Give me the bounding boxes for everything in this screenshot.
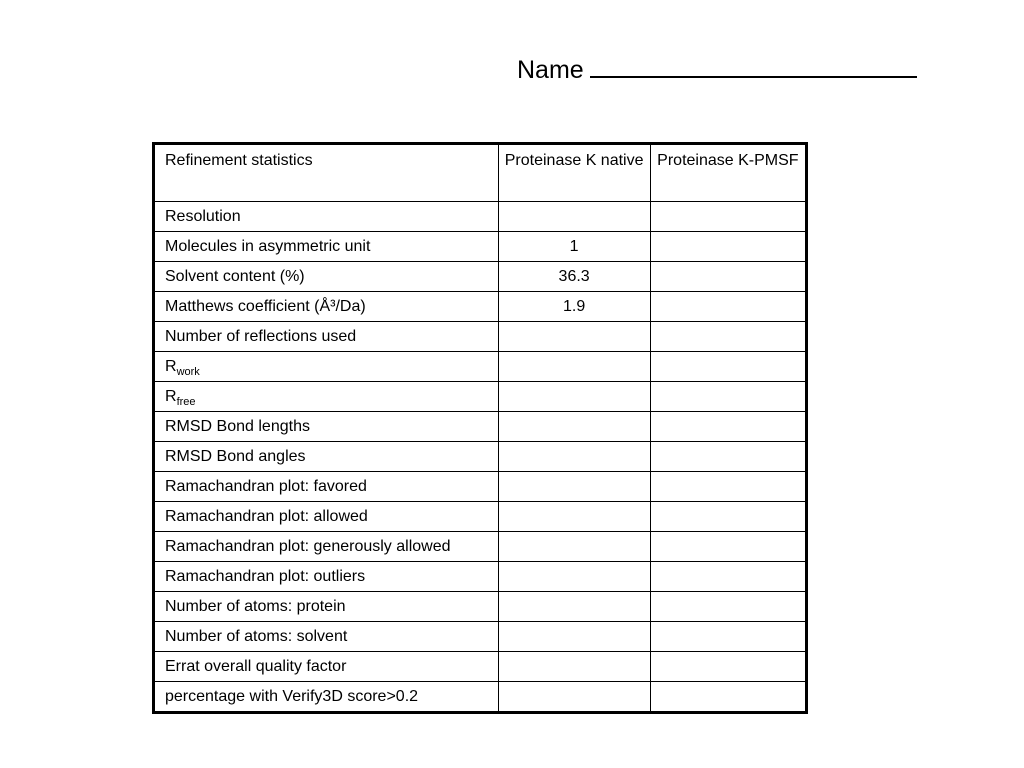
row-label bbox=[154, 412, 499, 442]
row-label bbox=[154, 532, 499, 562]
row-label bbox=[154, 322, 499, 352]
row-label-text: Ramachandran plot: outliers bbox=[165, 567, 366, 585]
row-label bbox=[154, 352, 499, 382]
row-label-text: Number of atoms: solvent bbox=[165, 627, 348, 645]
table-row bbox=[154, 322, 807, 352]
cell-proteinase-k-pmsf[interactable] bbox=[650, 412, 806, 442]
cell-proteinase-k-pmsf[interactable] bbox=[650, 322, 806, 352]
cell-proteinase-k-pmsf[interactable] bbox=[650, 562, 806, 592]
row-label-text: RMSD Bond angles bbox=[165, 447, 306, 465]
table-row bbox=[154, 412, 807, 442]
row-label-text: R bbox=[165, 387, 177, 405]
row-label bbox=[154, 652, 499, 682]
cell-proteinase-k-native[interactable] bbox=[498, 652, 650, 682]
row-label bbox=[154, 682, 499, 713]
cell-proteinase-k-native[interactable]: 36.3 bbox=[498, 262, 650, 292]
table-row bbox=[154, 292, 807, 322]
row-label-text: Ramachandran plot: favored bbox=[165, 477, 367, 495]
row-label-text: Resolution bbox=[165, 207, 241, 225]
row-label-text: Ramachandran plot: allowed bbox=[165, 507, 368, 525]
cell-proteinase-k-native[interactable] bbox=[498, 412, 650, 442]
table-row bbox=[154, 232, 807, 262]
cell-proteinase-k-pmsf[interactable] bbox=[650, 592, 806, 622]
cell-proteinase-k-pmsf[interactable] bbox=[650, 442, 806, 472]
table-row bbox=[154, 502, 807, 532]
row-label-text: Ramachandran plot: generously allowed bbox=[165, 537, 451, 555]
table-row bbox=[154, 592, 807, 622]
row-label-text: Matthews coefficient (Å³/Da) bbox=[165, 297, 366, 315]
cell-proteinase-k-native[interactable] bbox=[498, 322, 650, 352]
cell-proteinase-k-pmsf[interactable] bbox=[650, 622, 806, 652]
row-label bbox=[154, 442, 499, 472]
cell-proteinase-k-pmsf[interactable] bbox=[650, 382, 806, 412]
cell-proteinase-k-native[interactable] bbox=[498, 202, 650, 232]
table-row bbox=[154, 262, 807, 292]
cell-proteinase-k-native[interactable]: 1.9 bbox=[498, 292, 650, 322]
cell-proteinase-k-pmsf[interactable] bbox=[650, 652, 806, 682]
row-label-text: Molecules in asymmetric unit bbox=[165, 237, 371, 255]
table-row bbox=[154, 352, 807, 382]
header-proteinase-k-native: Proteinase K native bbox=[498, 144, 650, 202]
table-header-row bbox=[154, 144, 807, 202]
row-label bbox=[154, 292, 499, 322]
table-row bbox=[154, 652, 807, 682]
cell-proteinase-k-pmsf[interactable] bbox=[650, 532, 806, 562]
cell-proteinase-k-native[interactable] bbox=[498, 442, 650, 472]
row-label bbox=[154, 622, 499, 652]
row-label-text: Number of reflections used bbox=[165, 327, 357, 345]
name-blank-line[interactable] bbox=[590, 52, 917, 78]
row-label-text: R bbox=[165, 357, 177, 375]
table-row bbox=[154, 682, 807, 713]
row-label-text: Number of atoms: protein bbox=[165, 597, 346, 615]
cell-proteinase-k-pmsf[interactable] bbox=[650, 232, 806, 262]
table-row bbox=[154, 622, 807, 652]
row-label bbox=[154, 262, 499, 292]
cell-proteinase-k-native[interactable] bbox=[498, 472, 650, 502]
name-label: Name bbox=[517, 56, 584, 84]
cell-proteinase-k-native[interactable]: 1 bbox=[498, 232, 650, 262]
row-label-text: Errat overall quality factor bbox=[165, 657, 347, 675]
row-label-subscript: work bbox=[176, 365, 200, 378]
cell-proteinase-k-native[interactable] bbox=[498, 682, 650, 713]
table-row bbox=[154, 202, 807, 232]
cell-proteinase-k-native[interactable] bbox=[498, 562, 650, 592]
row-label-text: Solvent content (%) bbox=[165, 267, 305, 285]
cell-proteinase-k-pmsf[interactable] bbox=[650, 502, 806, 532]
cell-proteinase-k-native[interactable] bbox=[498, 352, 650, 382]
row-label bbox=[154, 592, 499, 622]
header-proteinase-k-pmsf: Proteinase K-PMSF bbox=[650, 144, 806, 202]
row-label-text: RMSD Bond lengths bbox=[165, 417, 310, 435]
row-label bbox=[154, 202, 499, 232]
cell-proteinase-k-native[interactable] bbox=[498, 592, 650, 622]
table-row bbox=[154, 532, 807, 562]
cell-proteinase-k-pmsf[interactable] bbox=[650, 352, 806, 382]
row-label bbox=[154, 232, 499, 262]
table-row bbox=[154, 382, 807, 412]
cell-proteinase-k-pmsf[interactable] bbox=[650, 682, 806, 713]
cell-proteinase-k-pmsf[interactable] bbox=[650, 202, 806, 232]
cell-proteinase-k-pmsf[interactable] bbox=[650, 262, 806, 292]
refinement-statistics-table bbox=[152, 142, 808, 714]
row-label bbox=[154, 562, 499, 592]
cell-proteinase-k-native[interactable] bbox=[498, 622, 650, 652]
cell-proteinase-k-native[interactable] bbox=[498, 502, 650, 532]
table-row bbox=[154, 472, 807, 502]
row-label-text: percentage with Verify3D score>0.2 bbox=[165, 687, 419, 705]
cell-proteinase-k-native[interactable] bbox=[498, 382, 650, 412]
table-row bbox=[154, 442, 807, 472]
row-label bbox=[154, 502, 499, 532]
cell-proteinase-k-pmsf[interactable] bbox=[650, 472, 806, 502]
cell-proteinase-k-pmsf[interactable] bbox=[650, 292, 806, 322]
cell-proteinase-k-native[interactable] bbox=[498, 532, 650, 562]
name-field bbox=[517, 52, 917, 86]
header-refinement-statistics: Refinement statistics bbox=[154, 144, 499, 202]
row-label bbox=[154, 472, 499, 502]
row-label-subscript: free bbox=[176, 395, 196, 408]
table-row bbox=[154, 562, 807, 592]
row-label bbox=[154, 382, 499, 412]
